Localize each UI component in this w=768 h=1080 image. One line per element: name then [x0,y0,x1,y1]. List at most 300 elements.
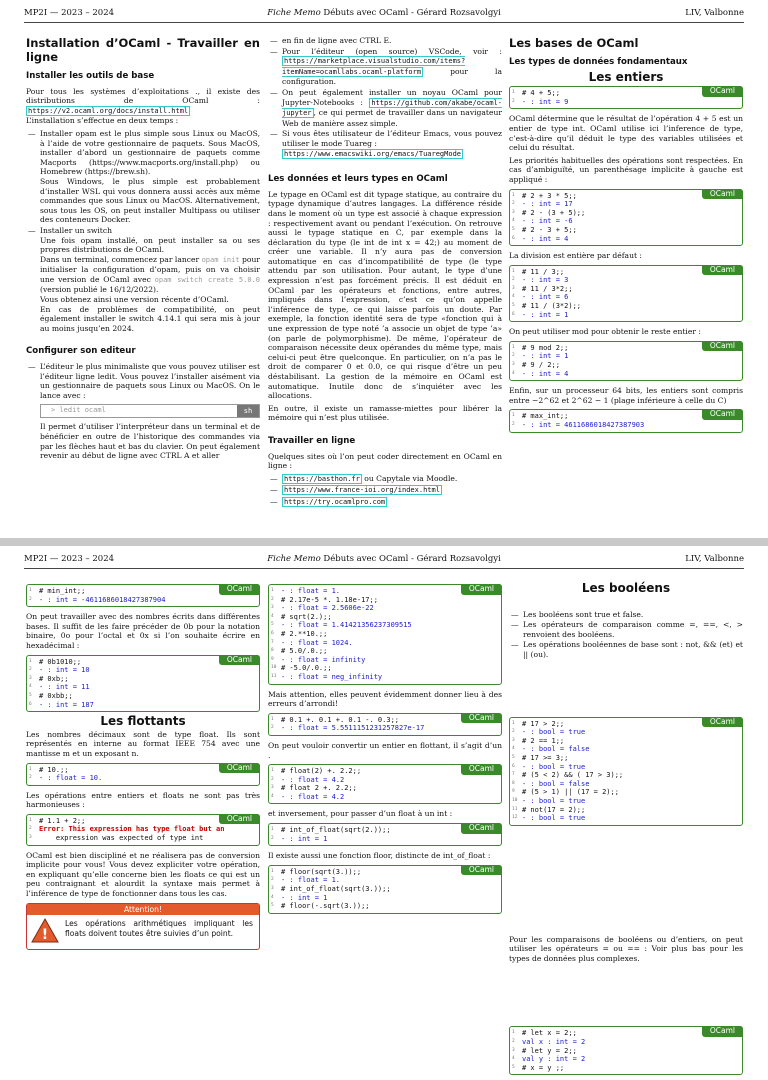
code-line [271,893,497,903]
code-text: # 2.**10.;; [281,629,328,638]
line-number: 1 [512,344,515,350]
code-text: - : int = 17 [522,200,573,209]
url-link[interactable]: https://www.france-ioi.org/index.html [284,486,440,495]
page-1 [0,0,768,538]
line-number: 2 [512,277,515,283]
code-line [29,674,255,684]
list [268,36,502,159]
code-language-tag: OCaml [702,341,743,352]
text: , ce qui permet de travailler dans un navigateur Web de manière assez simple. [282,108,502,128]
url-link[interactable]: https://try.ocamlpro.com [284,497,386,506]
code-text: # -5.0/.0.;; [281,664,332,673]
column-2 [268,580,502,919]
code-text: # max_int;; [522,412,569,421]
code-text: - : int = 3 [522,276,569,285]
code-block [509,1026,743,1075]
code-text: # 10.;; [39,765,69,774]
url-link[interactable]: https://basthon.fr [284,474,360,483]
section-title: Installation d’OCaml - Travailler en ligne [26,36,260,64]
centered-title: Les booléens [581,581,671,595]
code-line [271,767,497,776]
code-line [271,621,497,630]
paragraph: Pour les comparaisons de booléens ou d’entiers, on peut utiliser les opérateurs = ou == : Voir plus bas pour les types de données plus complexes. [509,934,743,963]
text: pour initialiser la configuration d’opam, puis on va choisir une version de OCaml avec [40,254,260,284]
line-number: 1 [29,817,32,823]
line-number: 1 [512,90,515,96]
code-line [271,672,497,682]
centered-title: Les flottants [100,714,186,729]
code-block [509,717,743,826]
code-line [512,293,738,302]
subsection-title: Travailler en ligne [268,435,356,446]
code-text: - : int = 1 [522,310,569,319]
line-number: 9 [512,789,515,795]
line-number: 2 [512,201,515,207]
subsection-title: Les types de données fondamentaux [509,57,688,67]
line-number: 3 [29,835,32,841]
code-line [512,369,738,379]
code-block [509,409,743,432]
line-number: 3 [512,737,515,743]
text: (version publié le 16/12/2022). [40,285,159,295]
code-language-tag: OCaml [461,865,502,876]
line-number: 2 [29,775,32,781]
header-center-italic: Fiche Memo [267,8,321,18]
code-line [271,629,497,639]
code-text: # 0b1010;; [39,657,82,666]
paragraph: On peut travailler avec des nombres écrits dans différentes bases. Il suffit de les faire précéder de 0b pour la notation binaire, 0o pour l’octal et 0x si l’on souhaite écrire en hexadécimal : [26,612,260,650]
code-line [512,1038,738,1047]
code-text: - : int = 6 [522,293,569,302]
code-line [29,700,255,710]
code-text: val x : int = 2 [522,1038,586,1047]
code-line [29,595,255,605]
line-number: 1 [271,588,274,593]
line-number: 2 [271,877,274,883]
list-item [282,129,502,159]
code-text: # floor(-.sqrt(3.));; [281,902,370,911]
header-center [24,8,744,18]
code-text: - : float = 5.5511151231257827e-17 [281,724,425,733]
code-language-tag: OCaml [461,584,502,595]
code-text: # floor(sqrt(3.));; [281,867,362,876]
line-number: 6 [512,763,515,769]
code-text: - : float = 1.41421356237309515 [281,621,412,630]
line-number: 3 [512,1047,515,1053]
list-item [40,129,260,225]
column-3 [509,580,743,1080]
code-line [29,765,255,775]
text: Si vous êtes utilisateur de l’éditeur Emacs, vous pouvez utiliser le mode Tuareg : [282,129,502,148]
url-link[interactable]: https://marketplace.visualstudio.com/items?itemName=ocamllabs.ocaml-platform [282,57,466,76]
list-item [40,362,260,461]
code-line [512,97,738,107]
text: Une fois opam installé, on peut installer sa ou ses propres distributions de OCaml. [40,235,260,255]
code-text: # (5 > 1) || (17 = 2);; [522,788,619,797]
text: Sous Windows, le plus simple est probablement d’installer WSL qui vous donnera aussi accès aux même commandes que sous Linux ou MacOS. Alternativement, sous tous les OS, on peut installer Multipass ou utiliser des conteneurs Docker. [40,176,260,225]
code-block [268,713,502,736]
code-line [512,225,738,235]
paragraph: et inversement, pour passer d’un float à un int : [268,809,453,819]
code-text: # 0xbb;; [39,691,73,700]
column-1 [26,36,260,464]
line-number: 2 [29,667,32,673]
line-number: 4 [271,894,274,900]
code-text: # float(2) +. 2.2;; [281,767,362,776]
list-item [40,226,260,334]
text: Vous obtenez ainsi une version récente d’OCaml. [40,295,229,305]
code-line [512,310,738,320]
subsection-title: Configurer son editeur [26,346,136,357]
code-line [271,638,497,648]
text: ou Capytale via Moodle. [361,473,458,483]
code-line [512,1029,738,1038]
code-line [271,867,497,877]
line-number: 3 [512,362,515,368]
line-number: 5 [512,1064,515,1070]
code-line [29,691,255,701]
code-line [512,762,738,772]
list-item [282,47,502,87]
code-line [29,657,255,667]
code-line [512,234,738,244]
list [26,129,260,333]
code-line [512,284,738,294]
code-text: - : int = -4611686018427387904 [39,595,166,604]
page-separator [0,538,768,546]
column-3 [509,36,743,438]
paragraph: La division est entière par défaut : [509,251,642,261]
header-rule [24,568,744,569]
line-number: 5 [271,622,274,628]
code-line [271,885,497,894]
code-line [29,587,255,596]
page-header [24,8,744,22]
code-line [271,902,497,911]
line-number: 6 [512,235,515,241]
code-line [29,774,255,783]
code-text: # int_of_float(sqrt(3.));; [281,885,391,894]
paragraph: Le typage en OCaml est dit typage statique, au contraire du typage dynamique d’autres langages. La différence réside dans le moment où un type est associé à chaque expression : respectivement avant ou pendant l’exécution. On retrouve aussi le typage statique en C, par exemple dans la déclaration du type (le int de int x = 42;) au moment de créer une variable. Il n’y aura pas de conversion automatique en cas d’incompatibilité de type (le type attendu par son utilisation. Pour autant, le type d’une expression n’est pas forcément précis. Il est déduit en OCaml par les opérateurs et fonctions, entre autres, impliqués dans l’expression, c’est ce qu’on appelle l’inférence de type, ce qui laisse parfois un doute. Par exemple, la fonction identité sera de type «fonction qui à une expression de type noté ’a associe un objet de type ’a» (on parle de polymorphisme). De même, l’opérateur de comparaison nécessite deux opérandes du même type, mais celui-ci peut être quelconque. En particulier, on n’a pas le droit de comparer 0 et 0.0, ce qui risque d’être un peu déstabilisant. La gestion de la mémoire en OCaml est automatique. Inutile donc de s’inquiéter avec les allocations. [268,189,502,401]
code-text: # 17 > 2;; [522,719,565,728]
code-line [271,612,497,622]
spacer [509,663,743,713]
code-language-tag: OCaml [702,189,743,200]
inline-code: opam init [201,255,240,264]
text: Pour l’éditeur (open source) VSCode, voir : [282,46,502,56]
code-line [512,191,738,201]
line-number: 3 [271,785,274,791]
paragraph: Mais attention, elles peuvent évidemment donner lieu à des erreurs d’arrondi! [268,689,502,709]
paragraph: En outre, il existe un ramasse-miettes pour libérer la mémoire qui n’est plus utilisée. [268,403,502,423]
code-block [509,265,743,323]
code-block [268,764,502,804]
code-language-tag: OCaml [219,584,260,595]
code-line [512,788,738,797]
line-number: 6 [512,311,515,317]
url-link[interactable]: https://v2.ocaml.org/docs/install.html [28,106,189,115]
line-number: 2 [512,98,515,104]
code-text: - : float = 1024. [281,638,353,647]
line-number: 4 [512,1056,515,1062]
line-number: 12 [512,815,518,821]
line-number: 2 [271,596,274,602]
line-number: 1 [271,868,274,874]
spacer [509,831,743,935]
warning-text: Les opérations arithmétiques impliquant les floats doivent toutes être suivies d’un point. [65,919,253,938]
code-line [512,745,738,754]
url-link[interactable]: https://github.com/akabe/ocaml-jupyter [282,98,502,118]
line-number: 1 [512,720,515,726]
code-text: - : int = 1 [281,834,328,843]
line-number: 9 [271,656,274,662]
code-text: # 1.1 + 2;; [39,816,86,825]
column-2 [268,36,502,511]
code-text: # not(17 = 2);; [522,805,586,814]
code-line [512,728,738,737]
subsection-title: Installer les outils de base [26,71,155,81]
code-line [512,736,738,746]
code-text: # 0xb;; [39,674,69,683]
code-language-tag: OCaml [219,814,260,825]
code-text: # 11 / (3*2);; [522,302,582,311]
code-text: # 4 + 5;; [522,89,560,98]
terminal-command: > ledit ocaml [51,406,106,415]
line-number: 5 [512,754,515,760]
paragraph: Les opérations entre entiers et floats ne sont pas très harmonieuses : [26,790,260,810]
line-number: 2 [512,1039,515,1045]
line-number: 1 [271,716,274,722]
code-text: - : int = 1 [281,893,328,902]
code-line [271,715,497,725]
shell-tag: sh [237,405,259,417]
header-center-italic: Fiche Memo [267,554,321,564]
header-center-rest: Débuts avec OCaml - Gérard Rozsavolgyi [320,8,501,18]
line-number: 7 [512,772,515,778]
list-item: — Les opérations booléennes de base sont : not, && (et) et || (ou). [523,640,743,659]
code-text: - : float = infinity [281,655,366,664]
line-number: 1 [271,827,274,833]
code-language-tag: OCaml [702,1026,743,1037]
code-line [271,876,497,885]
code-text: - : int = 1 [522,352,569,361]
text: On peut également installer un noyau OCaml pour Jupyter-Notebooks : [282,87,502,107]
code-text: # float 2 +. 2.2;; [281,784,357,793]
code-text: # 5.0/.0.;; [281,647,328,656]
code-block [268,865,502,914]
code-text: - : float = 2.5606e-22 [281,604,374,613]
code-line [512,753,738,763]
list-item-continued [282,36,502,46]
header-center-rest: Débuts avec OCaml - Gérard Rozsavolgyi [320,554,501,564]
column-1 [26,580,260,954]
code-text: # 2 - 3 + 5;; [522,225,577,234]
warning-icon [31,917,59,945]
code-text: - : bool = true [522,762,586,771]
code-text: - : float = 4.2 [281,792,345,801]
code-line [512,796,738,806]
code-line [512,200,738,209]
list-item: — Les opérateurs de comparaison comme =, ==, <, > renvoient des booléens. [523,620,743,639]
line-number: 3 [271,605,274,611]
code-text: # (5 < 2) && ( 17 > 3);; [522,771,624,780]
code-language-tag: OCaml [461,764,502,775]
code-line [512,208,738,218]
code-text: val y : int = 2 [522,1055,586,1064]
line-number: 3 [512,285,515,291]
code-line [271,826,497,835]
code-line [512,805,738,815]
text: Il permet d’utiliser l’interpréteur dans un terminal et de bénéficier en outre de l’historique des commandes via par les flèches haut et bas du clavier. On peut également revenir au début de ligne avec CTRL A et aller [40,422,260,461]
code-block [26,655,260,713]
code-text: - : bool = true [522,796,586,805]
code-text: # 17 >= 3;; [522,753,569,762]
code-block [268,823,502,846]
list-item [282,485,502,496]
code-line [29,834,255,843]
code-line [512,89,738,98]
code-text: # 2.17e-5 *. 1.18e-17;; [281,595,378,604]
page-header [24,554,744,568]
line-number: 11 [512,806,518,812]
line-number: 1 [512,413,515,419]
code-line [271,587,497,596]
code-language-tag: OCaml [219,655,260,666]
line-number: 4 [29,684,32,690]
code-line [271,834,497,844]
code-text: - : int = 9 [522,97,569,106]
line-number: 1 [29,658,32,664]
list-item [282,88,502,128]
line-number: 3 [512,209,515,215]
line-number: 10 [271,665,277,671]
warning-body [27,915,259,949]
text: L’éditeur le plus minimaliste que vous pouvez utiliser est l’éditeur ligne ledit. Vous pouvez l’installer aisément via un gestionnaire de paquets sous Linux ou MacOS. On le lance avec : [40,362,260,400]
code-text: - : bool = false [522,745,590,754]
subsection-title: Les données et leurs types en OCaml [268,174,448,185]
paragraph [26,87,260,126]
paragraph: On peut utiliser mod pour obtenir le reste entier : [509,327,701,337]
line-number: 10 [512,797,518,803]
text: pour la configuration. [282,66,502,87]
code-text: # min_int;; [39,587,86,595]
line-number: 4 [512,218,515,224]
code-text: - : int = 10 [39,666,90,675]
code-line [512,343,738,353]
code-text: expression was expected of type int [39,834,204,843]
line-number: 1 [29,766,32,772]
line-number: 5 [271,903,274,909]
code-block [26,584,260,607]
code-line [512,361,738,370]
code-line [512,1063,738,1073]
code-block [268,584,502,685]
page-2 [0,546,768,1072]
code-text: Error: This expression has type float but an [39,825,225,834]
code-line [271,784,497,793]
code-line [512,267,738,277]
code-language-tag: OCaml [461,823,502,834]
centered-title: Les entiers [588,69,664,84]
warning-title: Attention! [27,904,259,916]
code-text: - : int = -6 [522,217,573,226]
line-number: 1 [271,768,274,774]
line-number: 4 [271,613,274,619]
code-line [29,666,255,675]
paragraph: Enfin, sur un processeur 64 bits, les entiers sont compris entre −2^62 et 2^62 − 1 (plage inférieure à celle du C) [509,386,743,405]
code-line [271,604,497,613]
code-text: - : int = 4611686018427387903 [522,421,645,429]
line-number: 6 [29,701,32,707]
code-text: # x = y ;; [522,1063,565,1072]
code-line [29,683,255,692]
code-block [26,763,260,786]
paragraph: Les priorités habituelles des opérations sont respectées. En cas d’ambiguïté, un parenthésage implicite à gauche est appliqué : [509,155,743,184]
line-number: 3 [29,675,32,681]
code-text: - : bool = true [522,728,586,737]
line-number: 1 [512,192,515,198]
line-number: 2 [512,353,515,359]
line-number: 2 [271,835,274,841]
code-line [271,664,497,673]
code-line [512,814,738,823]
code-text: # 9 / 2;; [522,361,560,370]
code-language-tag: OCaml [702,265,743,276]
code-line [271,724,497,733]
list [26,362,260,461]
line-number: 3 [271,886,274,892]
code-line [512,719,738,729]
line-number: 5 [29,692,32,698]
list-item: — Les booléens sont true et false. [523,610,743,620]
code-language-tag: OCaml [702,717,743,728]
line-number: 8 [271,648,274,654]
code-text: - : float = 1. [281,587,341,595]
code-language-tag: OCaml [702,409,743,420]
code-block [509,86,743,109]
line-number: 8 [512,780,515,786]
code-line [512,217,738,226]
code-block [509,341,743,381]
line-number: 2 [29,826,32,832]
code-text: # 2 + 3 * 5;; [522,191,577,200]
paragraph: Il existe aussi une fonction floor, distincte de int_of_float : [268,851,491,861]
code-line [512,276,738,285]
header-left: MP2I — 2023 – 2024 [24,8,115,18]
code-text: - : bool = true [522,814,586,823]
text: Pour tous les systèmes d’exploitations ., il existe des distributions de OCaml : [26,86,260,106]
list [268,474,502,508]
paragraph: Les nombres décimaux sont de type float. Ils sont représentés en interne au format IEEE 754 avec une mantisse m et un exposant n. [26,729,260,758]
line-number: 2 [29,596,32,602]
line-number: 1 [29,588,32,593]
code-line [29,825,255,834]
code-line [271,655,497,665]
code-text: # 11 / 3;; [522,267,565,276]
header-left: MP2I — 2023 – 2024 [24,554,115,564]
line-number: 7 [271,639,274,645]
text: en fin de ligne avec CTRL E. [282,36,392,45]
line-number: 1 [512,268,515,274]
header-right: LIV, Valbonne [685,554,744,564]
paragraph: Quelques sites où l’on peut coder directement en OCaml en ligne : [268,451,502,471]
code-line [29,816,255,826]
code-block [26,814,260,846]
url-link[interactable]: https://www.emacswiki.org/emacs/TuaregMode [284,149,462,158]
line-number: 2 [512,422,515,427]
code-language-tag: OCaml [461,713,502,724]
code-text: - : int = 4 [522,234,569,243]
